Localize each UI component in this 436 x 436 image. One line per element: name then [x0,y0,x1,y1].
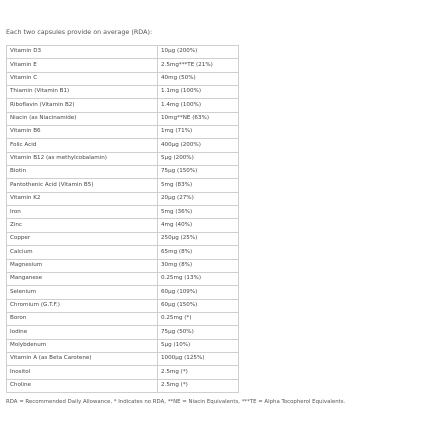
nutrient-name-cell: Iodine [7,326,158,339]
nutrient-amount-cell: 1000µg (125%) [158,352,239,365]
table-row [7,352,239,365]
nutrient-amount-cell: 1.4mg (100%) [158,99,239,112]
table-row [7,312,239,325]
table-row [7,139,239,152]
table-row [7,179,239,192]
nutrient-name-cell: Riboflavin (Vitamin B2) [7,99,158,112]
nutrient-name-cell: Choline [7,379,158,392]
table-row [7,99,239,112]
nutrient-amount-cell: 0.25mg (13%) [158,272,239,285]
nutrient-name-cell: Vitamin B6 [7,126,158,139]
table-row [7,86,239,99]
nutrient-name-cell: Vitamin C [7,72,158,85]
table-row [7,59,239,72]
nutrient-amount-cell: 65mg (8%) [158,246,239,259]
table-row [7,46,239,59]
nutrient-amount-cell: 5µg (10%) [158,339,239,352]
nutrient-amount-cell: 400µg (200%) [158,139,239,152]
nutrient-amount-cell: 75µg (50%) [158,326,239,339]
nutrient-amount-cell: 5mg (36%) [158,206,239,219]
table-row [7,246,239,259]
nutrient-name-cell: Magnesium [7,259,158,272]
table-row [7,339,239,352]
table-row [7,366,239,379]
nutrient-amount-cell: 60µg (150%) [158,299,239,312]
table-row [7,126,239,139]
table-row [7,259,239,272]
table-row [7,152,239,165]
nutrient-amount-cell: 5mg (83%) [158,179,239,192]
nutrition-table [6,45,239,393]
nutrient-amount-cell: 2.5mg (*) [158,366,239,379]
nutrient-name-cell: Copper [7,232,158,245]
nutrient-name-cell: Vitamin D3 [7,46,158,59]
nutrient-name-cell: Iron [7,206,158,219]
nutrient-name-cell: Folic Acid [7,139,158,152]
nutrient-name-cell: Thiamin (Vitamin B1) [7,86,158,99]
table-row [7,192,239,205]
table-row [7,299,239,312]
nutrient-amount-cell: 10mg**NE (63%) [158,112,239,125]
nutrient-amount-cell: 0.25mg (*) [158,312,239,325]
table-row [7,206,239,219]
footnote-text: RDA = Recommended Daily Allowance, * Indicates no RDA, **NE = Niacin Equivalents, ***TE = Alpha Tocopherol Equivalents. [6,399,346,405]
intro-text: Each two capsules provide on average (RDA): [6,28,153,36]
table-row [7,272,239,285]
nutrient-name-cell: Zinc [7,219,158,232]
nutrient-name-cell: Selenium [7,286,158,299]
nutrient-amount-cell: 1.1mg (100%) [158,86,239,99]
table-row [7,72,239,85]
nutrient-amount-cell: 250µg (25%) [158,232,239,245]
nutrient-name-cell: Pantothenic Acid (Vitamin B5) [7,179,158,192]
nutrient-name-cell: Molybdenum [7,339,158,352]
table-row [7,112,239,125]
table-row [7,166,239,179]
nutrient-amount-cell: 20µg (27%) [158,192,239,205]
nutrient-name-cell: Manganese [7,272,158,285]
table-row [7,286,239,299]
table-row [7,379,239,392]
nutrient-name-cell: Vitamin B12 (as methylcobalamin) [7,152,158,165]
nutrient-name-cell: Vitamin A (as Beta Carotene) [7,352,158,365]
nutrient-amount-cell: 5µg (200%) [158,152,239,165]
nutrient-name-cell: Vitamin K2 [7,192,158,205]
table-row [7,219,239,232]
nutrient-amount-cell: 1mg (71%) [158,126,239,139]
nutrient-amount-cell: 4mg (40%) [158,219,239,232]
nutrient-amount-cell: 40mg (50%) [158,72,239,85]
nutrient-amount-cell: 2.5mg (*) [158,379,239,392]
nutrient-amount-cell: 10µg (200%) [158,46,239,59]
nutrient-name-cell: Calcium [7,246,158,259]
nutrition-table-body [7,46,239,393]
nutrient-name-cell: Inositol [7,366,158,379]
nutrient-amount-cell: 2.5mg***TE (21%) [158,59,239,72]
nutrient-name-cell: Niacin (as Niacinamide) [7,112,158,125]
nutrient-name-cell: Vitamin E [7,59,158,72]
nutrient-name-cell: Biotin [7,166,158,179]
table-row [7,326,239,339]
nutrient-amount-cell: 75µg (150%) [158,166,239,179]
table-row [7,232,239,245]
nutrient-amount-cell: 30mg (8%) [158,259,239,272]
nutrient-name-cell: Boron [7,312,158,325]
nutrient-amount-cell: 60µg (109%) [158,286,239,299]
nutrient-name-cell: Chromium (G.T.F.) [7,299,158,312]
